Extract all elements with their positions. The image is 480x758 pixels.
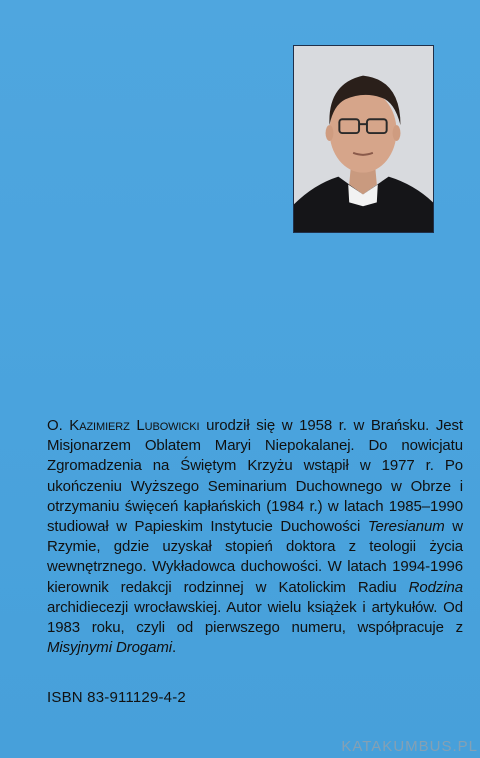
bio-italic-teresianum: Teresianum [367, 518, 445, 536]
bio-initial: O. [47, 417, 63, 434]
author-portrait [293, 45, 434, 233]
bio-text-3: archidiecezji wrocławskiej. Autor wielu książek i artykułów. Od 1983 roku, czyli od pierwszego numeru, współpracuje z [47, 598, 463, 637]
isbn-number: ISBN 83-911129-4-2 [47, 689, 186, 706]
bio-text-2: w Rzymie, gdzie uzyskał stopień doktora z teologii życia wewnętrznego. Wykładowca duchowości. W latach 1994-1996 kierownik redakcji rodzinnej w Katolickim Radiu [47, 518, 463, 596]
portrait-image [294, 46, 433, 232]
bio-italic-rodzina: Rodzina [408, 578, 463, 596]
bio-italic-misyjne-drogi: Misyjnymi Drogami [47, 639, 172, 657]
author-name: Kazimierz Lubowicki [69, 417, 200, 434]
bio-text-4: . [171, 639, 177, 657]
watermark: KATAKUMBUS.PL [341, 738, 478, 755]
bio-text-1: urodził się w 1958 r. w Brańsku. Jest Misjonarzem Oblatem Maryi Niepokalanej. Do nowicjatu Zgromadzenia na Świętym Krzyżu wstąpił w 1977 r. Po ukończeniu Wyższego Seminarium Duchownego w Obrze i otrzymaniu święceń kapłańskich (1984 r.) w latach 1985–1990 studiował w Papieskim Instytucie Duchowości [47, 417, 464, 536]
author-biography [47, 416, 463, 658]
